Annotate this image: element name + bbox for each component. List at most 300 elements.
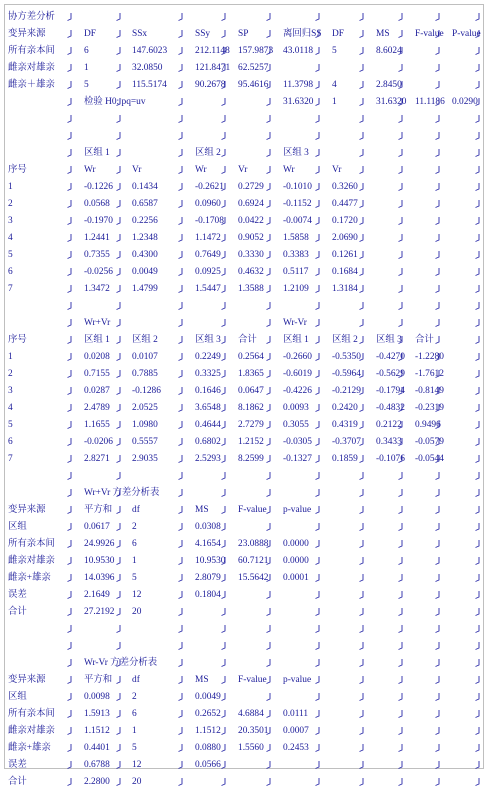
table-cell[interactable]: 区组 3 bbox=[376, 335, 402, 345]
cell-end-mark-icon bbox=[315, 642, 320, 650]
table-cell[interactable]: 0.7355 bbox=[84, 250, 110, 260]
table-cell[interactable]: Wr-Vr bbox=[283, 318, 307, 328]
table-cell[interactable]: 2 bbox=[132, 522, 137, 532]
table-cell[interactable]: 0.0568 bbox=[84, 199, 110, 209]
table-cell[interactable]: 0.1804 bbox=[195, 590, 221, 600]
cell-end-mark-icon bbox=[221, 727, 226, 735]
table-cell[interactable]: 0.6587 bbox=[132, 199, 158, 209]
table-cell[interactable]: 0.0049 bbox=[132, 267, 158, 277]
table-cell[interactable]: 协方差分析 bbox=[8, 12, 55, 22]
table-cell[interactable]: 0.2420 bbox=[332, 403, 358, 413]
cell-end-mark-icon bbox=[398, 574, 403, 582]
cell-end-mark-icon bbox=[315, 132, 320, 140]
table-cell[interactable]: -0.2621 bbox=[195, 182, 224, 192]
table-cell[interactable]: 24.9926 bbox=[84, 539, 115, 549]
table-cell[interactable]: 0.2256 bbox=[132, 216, 158, 226]
table-cell[interactable]: df bbox=[132, 675, 140, 685]
table-cell[interactable]: 20 bbox=[132, 607, 142, 617]
table-cell[interactable]: 5 bbox=[8, 250, 13, 260]
cell-end-mark-icon bbox=[359, 132, 364, 140]
cell-end-mark-icon bbox=[398, 81, 403, 89]
table-cell[interactable]: 1 bbox=[8, 352, 13, 362]
table-cell[interactable]: -0.2319 bbox=[415, 403, 444, 413]
cell-end-mark-icon bbox=[398, 506, 403, 514]
table-cell[interactable]: 1 bbox=[332, 97, 337, 107]
table-cell[interactable]: 0.0007 bbox=[283, 726, 309, 736]
table-cell[interactable]: 误差 bbox=[8, 760, 27, 770]
table-cell[interactable]: Vr bbox=[132, 165, 142, 175]
cell-end-mark-icon bbox=[359, 489, 364, 497]
cell-end-mark-icon bbox=[359, 693, 364, 701]
table-cell[interactable]: 5 bbox=[8, 420, 13, 430]
table-cell[interactable]: 离回归SS bbox=[283, 29, 322, 39]
table-cell[interactable]: 1 bbox=[132, 726, 137, 736]
table-cell[interactable]: 合计 bbox=[8, 777, 27, 787]
table-cell[interactable]: 20 bbox=[132, 777, 142, 787]
table-cell[interactable]: F-value bbox=[415, 29, 444, 39]
table-cell[interactable]: -0.1010 bbox=[283, 182, 312, 192]
table-cell[interactable]: 合计 bbox=[415, 335, 434, 345]
table-cell[interactable]: F-value bbox=[238, 505, 267, 515]
cell-end-mark-icon bbox=[359, 387, 364, 395]
table-cell[interactable]: 1.4799 bbox=[132, 284, 158, 294]
cell-end-mark-icon bbox=[221, 47, 226, 55]
table-cell[interactable]: 3 bbox=[8, 216, 13, 226]
table-cell[interactable]: 7 bbox=[8, 284, 13, 294]
table-cell[interactable]: 0.4300 bbox=[132, 250, 158, 260]
table-row bbox=[5, 196, 483, 213]
table-cell[interactable]: 31.6320 bbox=[376, 97, 407, 107]
table-cell[interactable]: 23.0888 bbox=[238, 539, 269, 549]
table-cell[interactable]: SSx bbox=[132, 29, 148, 39]
cell-end-mark-icon bbox=[475, 472, 480, 480]
table-cell[interactable]: 0.0000 bbox=[283, 556, 309, 566]
table-cell[interactable]: -0.3707 bbox=[332, 437, 361, 447]
table-cell[interactable]: 2.0525 bbox=[132, 403, 158, 413]
table-cell[interactable]: 6 bbox=[84, 46, 89, 56]
table-cell[interactable]: -0.0579 bbox=[415, 437, 444, 447]
cell-end-mark-icon bbox=[398, 608, 403, 616]
table-cell[interactable]: 0.3433 bbox=[376, 437, 402, 447]
table-cell[interactable]: 雌亲+雄亲 bbox=[8, 573, 51, 583]
table-cell[interactable]: 5 bbox=[132, 573, 137, 583]
table-cell[interactable]: 所有亲本间 bbox=[8, 46, 55, 56]
table-cell[interactable]: 11.3798 bbox=[283, 80, 314, 90]
table-cell[interactable]: 115.5174 bbox=[132, 80, 167, 90]
table-row bbox=[5, 43, 483, 60]
table-cell[interactable]: 0.6802 bbox=[195, 437, 221, 447]
table-cell[interactable]: 0.0647 bbox=[238, 386, 264, 396]
table-cell[interactable]: -0.2660 bbox=[283, 352, 312, 362]
table-cell[interactable]: 1.1512 bbox=[84, 726, 110, 736]
table-cell[interactable]: 2.5293 bbox=[195, 454, 221, 464]
cell-end-mark-icon bbox=[67, 591, 72, 599]
table-cell[interactable]: 序号 bbox=[8, 165, 27, 175]
table-cell[interactable]: 0.2122 bbox=[376, 420, 402, 430]
table-cell[interactable]: 4.1654 bbox=[195, 539, 221, 549]
table-cell[interactable]: 区组 1 bbox=[84, 335, 110, 345]
table-cell[interactable]: -0.6019 bbox=[283, 369, 312, 379]
table-cell[interactable]: 0.7885 bbox=[132, 369, 158, 379]
table-cell[interactable]: 1.2348 bbox=[132, 233, 158, 243]
cell-end-mark-icon bbox=[178, 710, 183, 718]
table-cell[interactable]: 2.8271 bbox=[84, 454, 110, 464]
cell-end-mark-icon bbox=[178, 166, 183, 174]
table-cell[interactable]: Vr bbox=[332, 165, 342, 175]
table-cell[interactable]: 区组 2 bbox=[195, 148, 221, 158]
table-cell[interactable]: 0.0000 bbox=[283, 539, 309, 549]
cell-end-mark-icon bbox=[67, 319, 72, 327]
table-cell[interactable]: 0.1261 bbox=[332, 250, 358, 260]
table-cell[interactable]: 区组 2 bbox=[132, 335, 158, 345]
table-cell[interactable]: 6 bbox=[132, 709, 137, 719]
table-cell[interactable]: 1.3472 bbox=[84, 284, 110, 294]
table-cell[interactable]: 2.4789 bbox=[84, 403, 110, 413]
table-cell[interactable]: 0.4632 bbox=[238, 267, 264, 277]
table-cell[interactable]: 区组 2 bbox=[332, 335, 358, 345]
table-cell[interactable]: -0.1327 bbox=[283, 454, 312, 464]
table-cell[interactable]: 0.0107 bbox=[132, 352, 158, 362]
cell-end-mark-icon bbox=[359, 761, 364, 769]
cell-end-mark-icon bbox=[116, 47, 121, 55]
cell-end-mark-icon bbox=[116, 302, 121, 310]
table-cell[interactable]: 0.7649 bbox=[195, 250, 221, 260]
table-cell[interactable]: Wr bbox=[283, 165, 295, 175]
table-cell[interactable]: 区组 1 bbox=[283, 335, 309, 345]
table-cell[interactable]: 雌亲对雄亲 bbox=[8, 63, 55, 73]
table-cell[interactable]: 90.2678 bbox=[195, 80, 226, 90]
table-cell[interactable]: -0.1226 bbox=[84, 182, 113, 192]
table-cell[interactable]: 0.0960 bbox=[195, 199, 221, 209]
table-cell[interactable]: 检验 H0: pq=uv bbox=[84, 97, 146, 107]
table-cell[interactable]: 0.0617 bbox=[84, 522, 110, 532]
table-cell[interactable]: 雌亲对雄亲 bbox=[8, 726, 55, 736]
cell-end-mark-icon bbox=[266, 659, 271, 667]
table-cell[interactable]: 0.0925 bbox=[195, 267, 221, 277]
table-cell[interactable]: 2.7279 bbox=[238, 420, 264, 430]
table-cell[interactable]: 6 bbox=[132, 539, 137, 549]
table-cell[interactable]: 平方和 bbox=[84, 675, 113, 685]
cell-end-mark-icon bbox=[116, 166, 121, 174]
table-cell[interactable]: 0.5557 bbox=[132, 437, 158, 447]
table-cell[interactable]: 1 bbox=[132, 556, 137, 566]
table-cell[interactable]: 0.1434 bbox=[132, 182, 158, 192]
cell-end-mark-icon bbox=[475, 30, 480, 38]
table-cell[interactable]: 10.9530 bbox=[195, 556, 226, 566]
table-cell[interactable]: 0.6924 bbox=[238, 199, 264, 209]
table-cell[interactable]: 4 bbox=[8, 233, 13, 243]
table-cell[interactable]: 所有亲本间 bbox=[8, 709, 55, 719]
cell-end-mark-icon bbox=[315, 387, 320, 395]
table-cell[interactable]: 95.4616 bbox=[238, 80, 269, 90]
table-cell[interactable]: 变异来源 bbox=[8, 29, 46, 39]
table-cell[interactable]: 0.3383 bbox=[283, 250, 309, 260]
table-cell[interactable]: 7 bbox=[8, 454, 13, 464]
table-cell[interactable]: 平方和 bbox=[84, 505, 113, 515]
table-cell[interactable]: DF bbox=[332, 29, 344, 39]
cell-end-mark-icon bbox=[221, 693, 226, 701]
table-cell[interactable]: DF bbox=[84, 29, 96, 39]
table-cell[interactable]: -0.1286 bbox=[132, 386, 161, 396]
table-cell[interactable]: 32.0850 bbox=[132, 63, 163, 73]
table-cell[interactable]: 0.4644 bbox=[195, 420, 221, 430]
table-cell[interactable]: 0.2453 bbox=[283, 743, 309, 753]
table-cell[interactable]: 8.6024 bbox=[376, 46, 402, 56]
table-cell[interactable]: 0.2564 bbox=[238, 352, 264, 362]
table-cell[interactable]: 121.8471 bbox=[195, 63, 231, 73]
table-cell[interactable]: 6 bbox=[8, 437, 13, 447]
table-cell[interactable]: 1.2109 bbox=[283, 284, 309, 294]
table-cell[interactable]: 0.0098 bbox=[84, 692, 110, 702]
table-cell[interactable]: -0.0074 bbox=[283, 216, 312, 226]
table-cell[interactable]: -0.4832 bbox=[376, 403, 405, 413]
cell-end-mark-icon bbox=[398, 472, 403, 480]
table-cell[interactable]: 变异来源 bbox=[8, 675, 46, 685]
table-cell[interactable]: 10.9530 bbox=[84, 556, 115, 566]
table-cell[interactable]: 雌亲对雄亲 bbox=[8, 556, 55, 566]
table-cell[interactable]: 0.9496 bbox=[415, 420, 441, 430]
table-cell[interactable]: 0.0287 bbox=[84, 386, 110, 396]
table-cell[interactable]: 1.0980 bbox=[132, 420, 158, 430]
cell-end-mark-icon bbox=[221, 217, 226, 225]
table-cell[interactable]: 60.7121 bbox=[238, 556, 269, 566]
table-cell[interactable]: 2.9035 bbox=[132, 454, 158, 464]
table-cell[interactable]: -0.5629 bbox=[376, 369, 405, 379]
cell-end-mark-icon bbox=[221, 98, 226, 106]
table-cell[interactable]: -0.0305 bbox=[283, 437, 312, 447]
table-cell[interactable]: -0.2129 bbox=[332, 386, 361, 396]
table-cell[interactable]: 2.8079 bbox=[195, 573, 221, 583]
table-cell[interactable]: 3 bbox=[8, 386, 13, 396]
table-cell[interactable]: Wr bbox=[84, 165, 96, 175]
cell-end-mark-icon bbox=[221, 336, 226, 344]
cell-end-mark-icon bbox=[266, 625, 271, 633]
table-cell[interactable]: 0.0566 bbox=[195, 760, 221, 770]
table-cell[interactable]: 2 bbox=[132, 692, 137, 702]
table-cell[interactable]: 变异来源 bbox=[8, 505, 46, 515]
table-cell[interactable]: 1.3588 bbox=[238, 284, 264, 294]
table-cell[interactable]: 1.1472 bbox=[195, 233, 221, 243]
table-cell[interactable]: 0.4319 bbox=[332, 420, 358, 430]
table-cell[interactable]: 区组 bbox=[8, 522, 27, 532]
table-cell[interactable]: -0.0206 bbox=[84, 437, 113, 447]
table-cell[interactable]: p-value bbox=[283, 675, 312, 685]
table-cell[interactable]: 0.1859 bbox=[332, 454, 358, 464]
table-cell[interactable]: 0.0290 bbox=[452, 97, 478, 107]
table-cell[interactable]: 1 bbox=[84, 63, 89, 73]
table-cell[interactable]: -0.5964 bbox=[332, 369, 361, 379]
table-cell[interactable]: -0.4270 bbox=[376, 352, 405, 362]
cell-end-mark-icon bbox=[315, 693, 320, 701]
table-cell[interactable]: 0.7155 bbox=[84, 369, 110, 379]
table-cell[interactable]: 0.2729 bbox=[238, 182, 264, 192]
table-cell[interactable]: Wr+Vr 方差分析表 bbox=[84, 488, 160, 498]
table-cell[interactable]: 157.9873 bbox=[238, 46, 274, 56]
table-cell[interactable]: 3.6548 bbox=[195, 403, 221, 413]
table-cell[interactable]: 15.5642 bbox=[238, 573, 269, 583]
table-cell[interactable]: 1.3184 bbox=[332, 284, 358, 294]
table-cell[interactable]: MS bbox=[195, 675, 209, 685]
cell-end-mark-icon bbox=[67, 149, 72, 157]
table-cell[interactable]: 1.1512 bbox=[195, 726, 221, 736]
cell-end-mark-icon bbox=[359, 217, 364, 225]
table-row bbox=[5, 128, 483, 145]
cell-end-mark-icon bbox=[178, 319, 183, 327]
cell-end-mark-icon bbox=[315, 268, 320, 276]
table-cell[interactable]: 0.9052 bbox=[238, 233, 264, 243]
cell-end-mark-icon bbox=[178, 336, 183, 344]
table-cell[interactable]: SSy bbox=[195, 29, 211, 39]
table-cell[interactable]: -1.7612 bbox=[415, 369, 444, 379]
table-cell[interactable]: p-value bbox=[283, 505, 312, 515]
cell-end-mark-icon bbox=[67, 608, 72, 616]
table-cell[interactable]: 11.1186 bbox=[415, 97, 445, 107]
table-cell[interactable]: -0.0544 bbox=[415, 454, 444, 464]
table-cell[interactable]: -0.1152 bbox=[283, 199, 312, 209]
table-cell[interactable]: 1 bbox=[8, 182, 13, 192]
table-cell[interactable]: 雌亲＋雄亲 bbox=[8, 80, 55, 90]
table-cell[interactable]: 0.5117 bbox=[283, 267, 309, 277]
table-cell[interactable]: 0.2249 bbox=[195, 352, 221, 362]
table-cell[interactable]: -0.8149 bbox=[415, 386, 444, 396]
cell-end-mark-icon bbox=[315, 761, 320, 769]
table-cell[interactable]: 0.3330 bbox=[238, 250, 264, 260]
table-cell[interactable]: df bbox=[132, 505, 140, 515]
cell-end-mark-icon bbox=[178, 608, 183, 616]
table-cell[interactable]: 4 bbox=[8, 403, 13, 413]
table-cell[interactable]: 1.2441 bbox=[84, 233, 110, 243]
table-cell[interactable]: 0.6788 bbox=[84, 760, 110, 770]
table-cell[interactable]: 1.8365 bbox=[238, 369, 264, 379]
table-cell[interactable]: Wr-Vr 方差分析表 bbox=[84, 658, 158, 668]
table-cell[interactable]: 区组 1 bbox=[84, 148, 110, 158]
cell-end-mark-icon bbox=[221, 319, 226, 327]
table-cell[interactable]: 2.2800 bbox=[84, 777, 110, 787]
table-cell[interactable]: 12 bbox=[132, 760, 142, 770]
table-cell[interactable]: 2.8450 bbox=[376, 80, 402, 90]
table-cell[interactable]: -0.1076 bbox=[376, 454, 405, 464]
table-cell[interactable]: 212.1148 bbox=[195, 46, 230, 56]
table-cell[interactable]: 0.0049 bbox=[195, 692, 221, 702]
table-cell[interactable]: 0.1720 bbox=[332, 216, 358, 226]
cell-end-mark-icon bbox=[221, 506, 226, 514]
table-cell[interactable]: 区组 bbox=[8, 692, 27, 702]
cell-end-mark-icon bbox=[315, 251, 320, 259]
table-cell[interactable]: 1.5913 bbox=[84, 709, 110, 719]
table-cell[interactable]: 27.2192 bbox=[84, 607, 115, 617]
table-cell[interactable]: -0.1970 bbox=[84, 216, 113, 226]
table-cell[interactable]: 1.5447 bbox=[195, 284, 221, 294]
table-cell[interactable]: 误差 bbox=[8, 590, 27, 600]
table-cell[interactable]: 2.0690 bbox=[332, 233, 358, 243]
table-cell[interactable]: 0.2652 bbox=[195, 709, 221, 719]
table-cell[interactable]: 0.0093 bbox=[283, 403, 309, 413]
table-cell[interactable]: 2.1649 bbox=[84, 590, 110, 600]
table-cell[interactable]: 0.0880 bbox=[195, 743, 221, 753]
table-cell[interactable]: 0.3325 bbox=[195, 369, 221, 379]
table-cell[interactable]: 4.6884 bbox=[238, 709, 264, 719]
table-cell[interactable]: -1.2280 bbox=[415, 352, 444, 362]
cell-end-mark-icon bbox=[116, 421, 121, 429]
table-cell[interactable]: 0.1684 bbox=[332, 267, 358, 277]
table-cell[interactable]: 6 bbox=[8, 267, 13, 277]
table-cell[interactable]: -0.0256 bbox=[84, 267, 113, 277]
table-cell[interactable]: 20.3501 bbox=[238, 726, 269, 736]
table-cell[interactable]: 43.0118 bbox=[283, 46, 314, 56]
cell-end-mark-icon bbox=[266, 30, 271, 38]
table-cell[interactable]: -0.5350 bbox=[332, 352, 361, 362]
table-cell[interactable]: MS bbox=[376, 29, 390, 39]
table-row bbox=[5, 247, 483, 264]
table-cell[interactable]: 14.0396 bbox=[84, 573, 115, 583]
cell-end-mark-icon bbox=[178, 30, 183, 38]
cell-end-mark-icon bbox=[359, 557, 364, 565]
table-cell[interactable]: 合计 bbox=[238, 335, 257, 345]
table-cell[interactable]: Vr bbox=[238, 165, 248, 175]
table-cell[interactable]: MS bbox=[195, 505, 209, 515]
table-cell[interactable]: F-value bbox=[238, 675, 267, 685]
table-cell[interactable]: 2 bbox=[8, 199, 13, 209]
table-cell[interactable]: -0.4226 bbox=[283, 386, 312, 396]
table-cell[interactable]: 5 bbox=[84, 80, 89, 90]
cell-end-mark-icon bbox=[435, 302, 440, 310]
table-cell[interactable]: Wr+Vr bbox=[84, 318, 111, 328]
table-cell[interactable]: 0.4401 bbox=[84, 743, 110, 753]
table-cell[interactable]: 5 bbox=[332, 46, 337, 56]
table-cell[interactable]: 4 bbox=[332, 80, 337, 90]
table-cell[interactable]: 区组 3 bbox=[195, 335, 221, 345]
table-cell[interactable]: 所有亲本间 bbox=[8, 539, 55, 549]
table-cell[interactable]: -0.1794 bbox=[376, 386, 405, 396]
table-cell[interactable]: SP bbox=[238, 29, 249, 39]
table-cell[interactable]: 1.1655 bbox=[84, 420, 110, 430]
table-cell[interactable]: 62.5257 bbox=[238, 63, 269, 73]
table-row bbox=[5, 689, 483, 706]
table-cell[interactable]: 区组 3 bbox=[283, 148, 309, 158]
table-cell[interactable]: 0.0308 bbox=[195, 522, 221, 532]
table-cell[interactable]: 1.5858 bbox=[283, 233, 309, 243]
table-cell[interactable]: 2 bbox=[8, 369, 13, 379]
cell-end-mark-icon bbox=[315, 489, 320, 497]
table-cell[interactable]: 1.5560 bbox=[238, 743, 264, 753]
table-cell[interactable]: 雌亲+雄亲 bbox=[8, 743, 51, 753]
table-cell[interactable]: 5 bbox=[132, 743, 137, 753]
table-cell[interactable]: 8.2599 bbox=[238, 454, 264, 464]
table-cell[interactable]: 147.6023 bbox=[132, 46, 168, 56]
cell-end-mark-icon bbox=[435, 98, 440, 106]
table-cell[interactable]: 序号 bbox=[8, 335, 27, 345]
cell-end-mark-icon bbox=[221, 591, 226, 599]
table-cell[interactable]: 0.3055 bbox=[283, 420, 309, 430]
table-cell[interactable]: 0.4477 bbox=[332, 199, 358, 209]
table-cell[interactable]: P-value bbox=[452, 29, 481, 39]
table-cell[interactable]: 合计 bbox=[8, 607, 27, 617]
table-cell[interactable]: 0.0422 bbox=[238, 216, 264, 226]
table-cell[interactable]: 8.1862 bbox=[238, 403, 264, 413]
cell-end-mark-icon bbox=[178, 557, 183, 565]
table-cell[interactable]: 31.6320 bbox=[283, 97, 314, 107]
table-cell[interactable]: Wr bbox=[195, 165, 207, 175]
table-cell[interactable]: 0.3260 bbox=[332, 182, 358, 192]
cell-end-mark-icon bbox=[435, 47, 440, 55]
table-cell[interactable]: 0.0208 bbox=[84, 352, 110, 362]
table-cell[interactable]: 1.2152 bbox=[238, 437, 264, 447]
table-cell[interactable]: 0.0001 bbox=[283, 573, 309, 583]
table-cell[interactable]: 0.1646 bbox=[195, 386, 221, 396]
table-cell[interactable]: -0.1708 bbox=[195, 216, 224, 226]
table-cell[interactable]: 0.0111 bbox=[283, 709, 309, 719]
table-cell[interactable]: 12 bbox=[132, 590, 142, 600]
